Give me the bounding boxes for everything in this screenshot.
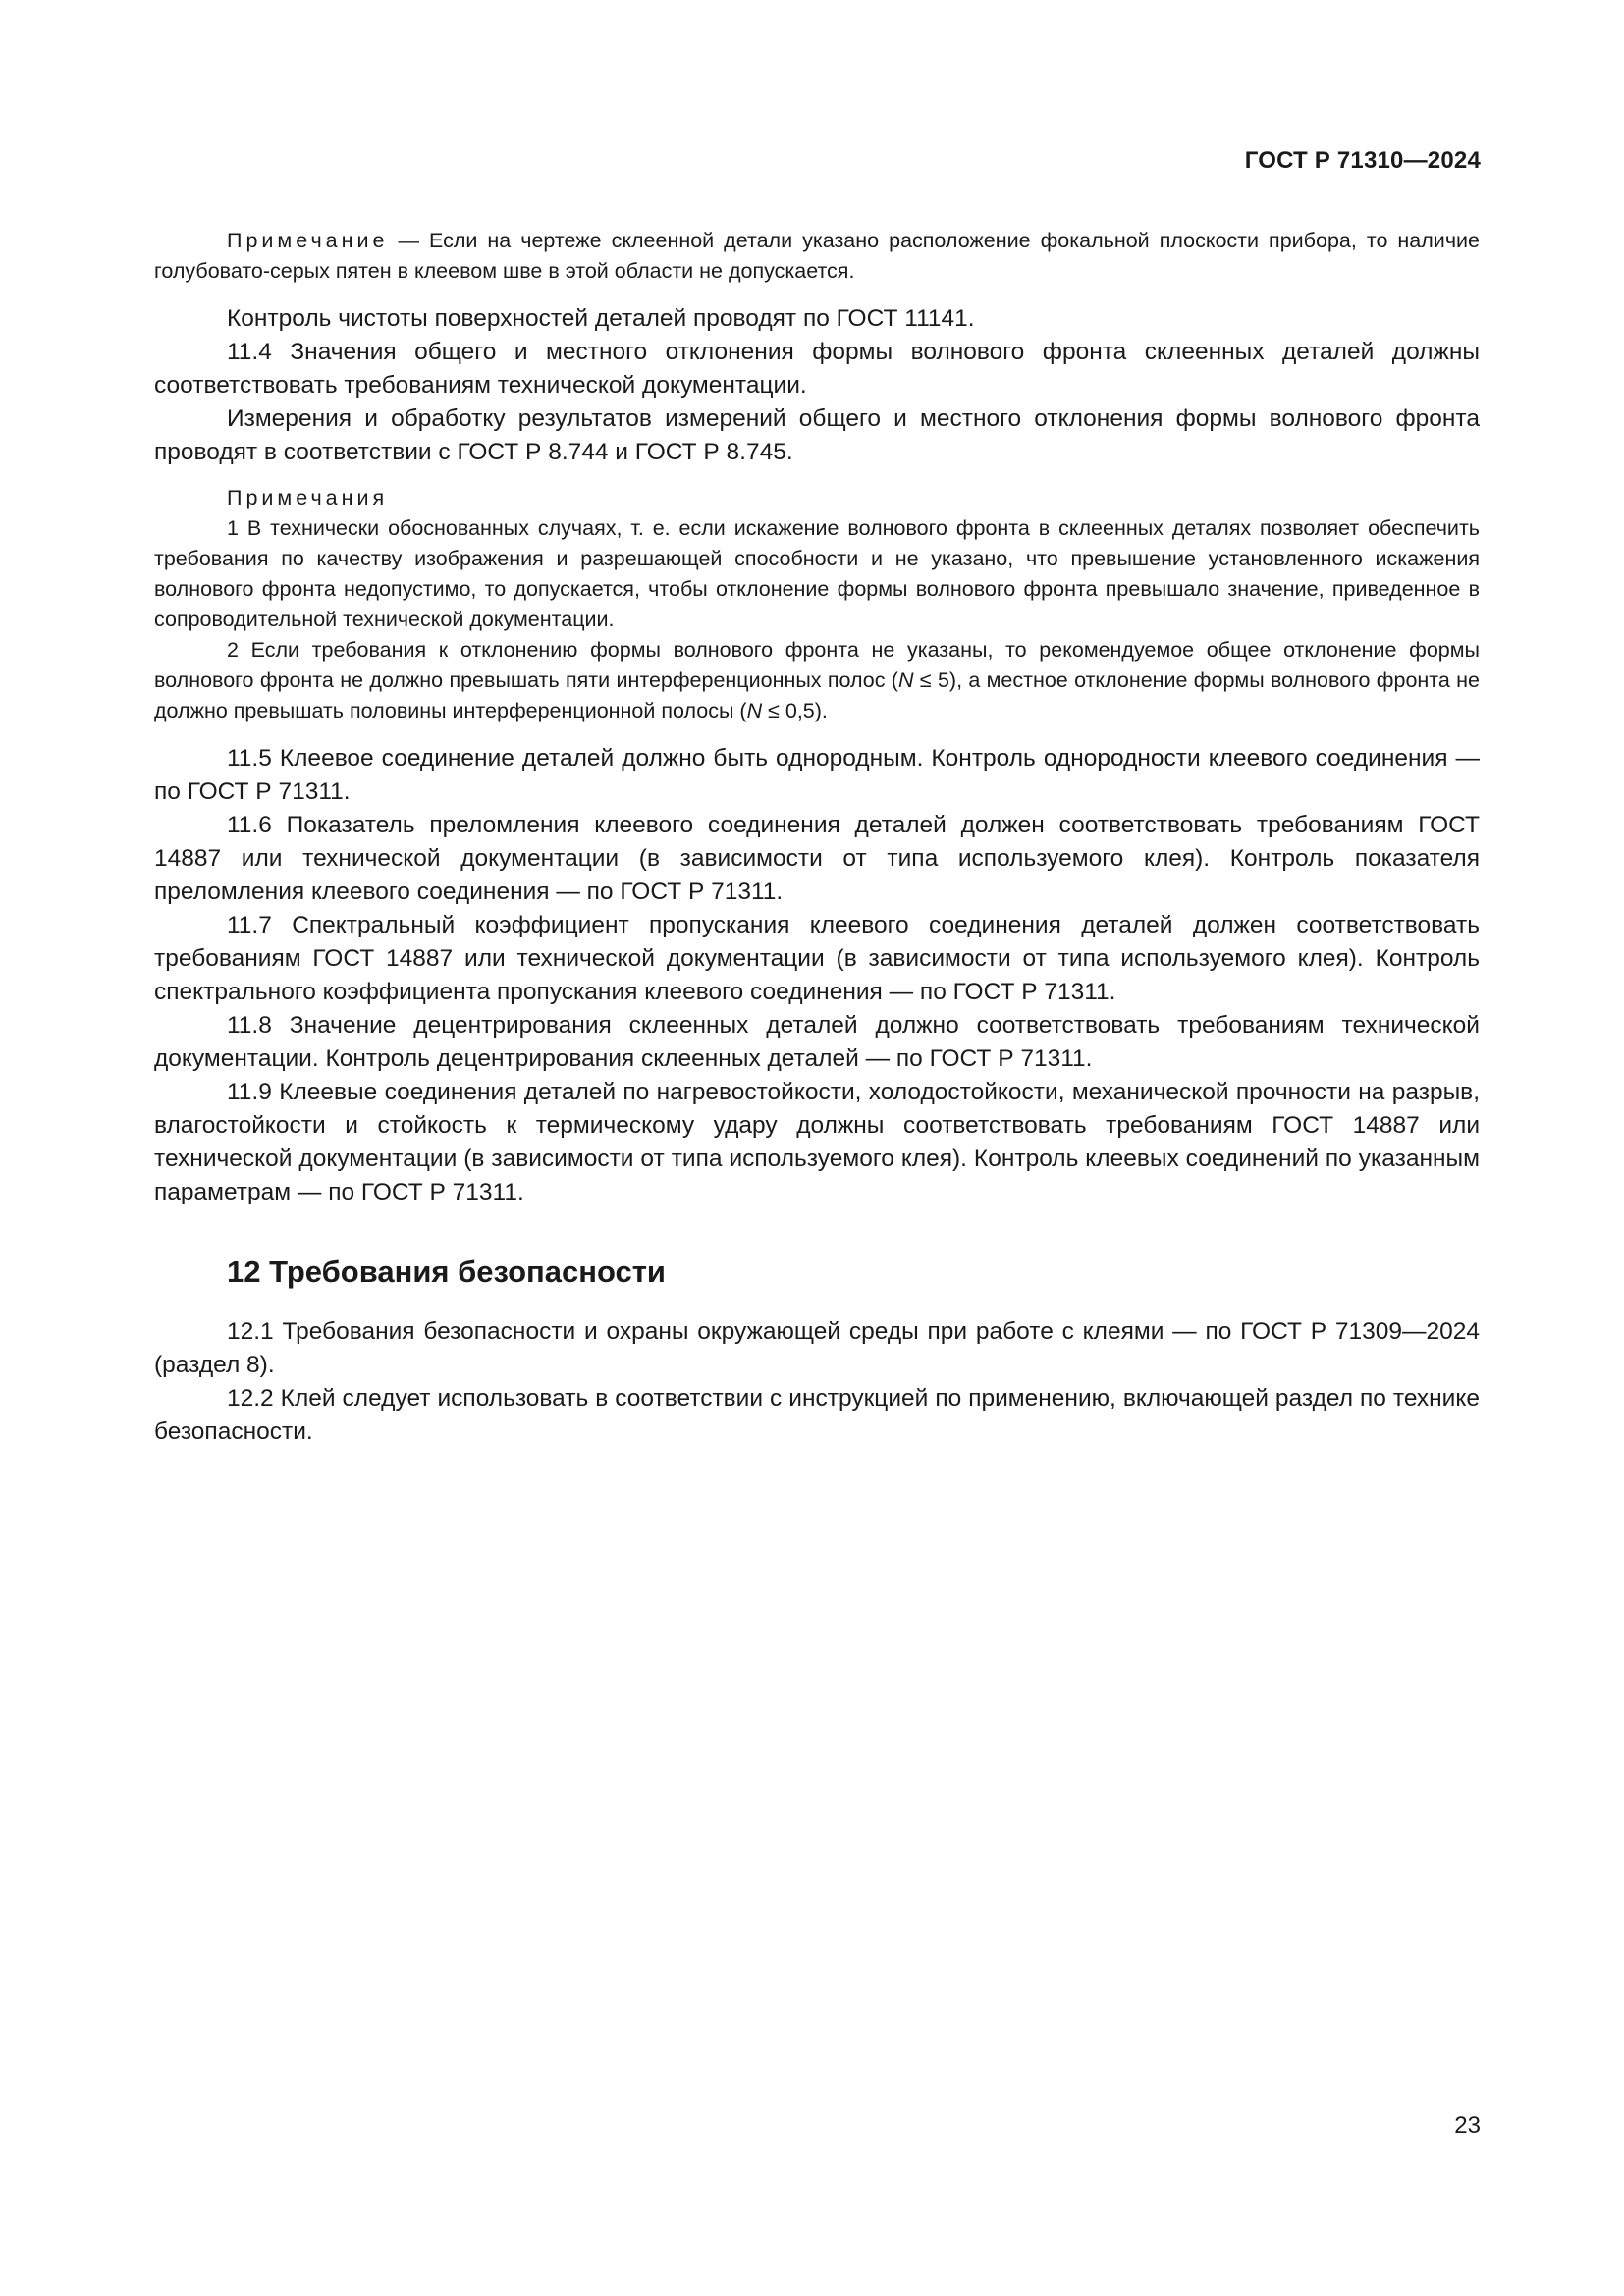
variable-n: N: [897, 668, 914, 692]
paragraph-surface-cleanliness: Контроль чистоты поверхностей деталей проводят по ГОСТ 11141.: [227, 305, 975, 332]
section-12-heading: 12 Требования безопасности: [227, 1255, 666, 1289]
note-1: 1 В технически обоснованных случаях, т. е. если искажение волнового фронта в склеенных деталях позволяет обеспечить требования по качеству изображения и разрешающей способности и не указано, что превышение установленного искажения волнового фронта недопустимо, то допускается, чтобы отклонение формы волнового фронта превышало значение, приведенное в сопроводительной технической документации.: [154, 516, 1480, 631]
variable-n: N: [746, 699, 763, 722]
paragraph-11-7: 11.7 Спектральный коэффициент пропускания клеевого соединения деталей должен соответствовать требованиям ГОСТ 14887 или технической документации (в зависимости от типа используемого клея). Контроль спектрального коэффициента пропускания клеевого соединения — по ГОСТ Р 71311.: [154, 912, 1480, 1005]
note-focal-plane: [154, 226, 1480, 287]
paragraph-11-5: 11.5 Клеевое соединение деталей должно быть однородным. Контроль однородности клеевого соединения — по ГОСТ Р 71311.: [154, 745, 1480, 805]
paragraph-12-2: 12.2 Клей следует использовать в соответствии с инструкцией по применению, включающей раздел по технике безопасности.: [154, 1385, 1480, 1445]
paragraph-11-4: 11.4 Значения общего и местного отклонения формы волнового фронта склеенных деталей должны соответствовать требованиям технической документации.: [154, 339, 1480, 399]
page-content: [154, 226, 1480, 1449]
note-label: Примечание: [227, 229, 389, 252]
paragraph-11-9: 11.9 Клеевые соединения деталей по нагревостойкости, холодостойкости, механической прочности на разрыв, влагостойкости и стойкость к термическому удару должны соответствовать требованиям ГОСТ 14887 или технической документации (в зависимости от типа используемого клея). Контроль клеевых соединений по указанным параметрам — по ГОСТ Р 71311.: [154, 1079, 1480, 1205]
paragraph-11-8: 11.8 Значение децентрирования склеенных деталей должно соответствовать требованиям технической документации. Контроль децентрирования склеенных деталей — по ГОСТ Р 71311.: [154, 1012, 1480, 1072]
page-number: 23: [1454, 2112, 1481, 2139]
paragraph-measurements: Измерения и обработку результатов измерений общего и местного отклонения формы волнового фронта проводят в соответствии с ГОСТ Р 8.744 и ГОСТ Р 8.745.: [154, 405, 1480, 465]
document-id-header: ГОСТ Р 71310—2024: [1244, 147, 1481, 174]
paragraph-12-1: 12.1 Требования безопасности и охраны окружающей среды при работе с клеями — по ГОСТ Р 71309—2024 (раздел 8).: [154, 1318, 1480, 1378]
paragraph-11-6: 11.6 Показатель преломления клеевого соединения деталей должен соответствовать требованиям ГОСТ 14887 или технической документации (в зависимости от типа используемого клея). Контроль показателя преломления клеевого соединения — по ГОСТ Р 71311.: [154, 812, 1480, 905]
note-2: 2 Если требования к отклонению формы волнового фронта не указаны, то рекомендуемое общее отклонение формы волнового фронта не должно превышать пяти интерференционных полос (N ≤ 5), а местное отклонение формы волнового фронта не должно превышать половины интерференционной полосы (N ≤ 0,5).: [154, 638, 1481, 722]
note-text: — Если на чертеже склеенной детали указано расположение фокальной плоскости прибора, то наличие голубовато-серых пятен в клеевом шве в этой области не допускается.: [154, 229, 1480, 283]
notes-label: Примечания: [227, 486, 389, 509]
